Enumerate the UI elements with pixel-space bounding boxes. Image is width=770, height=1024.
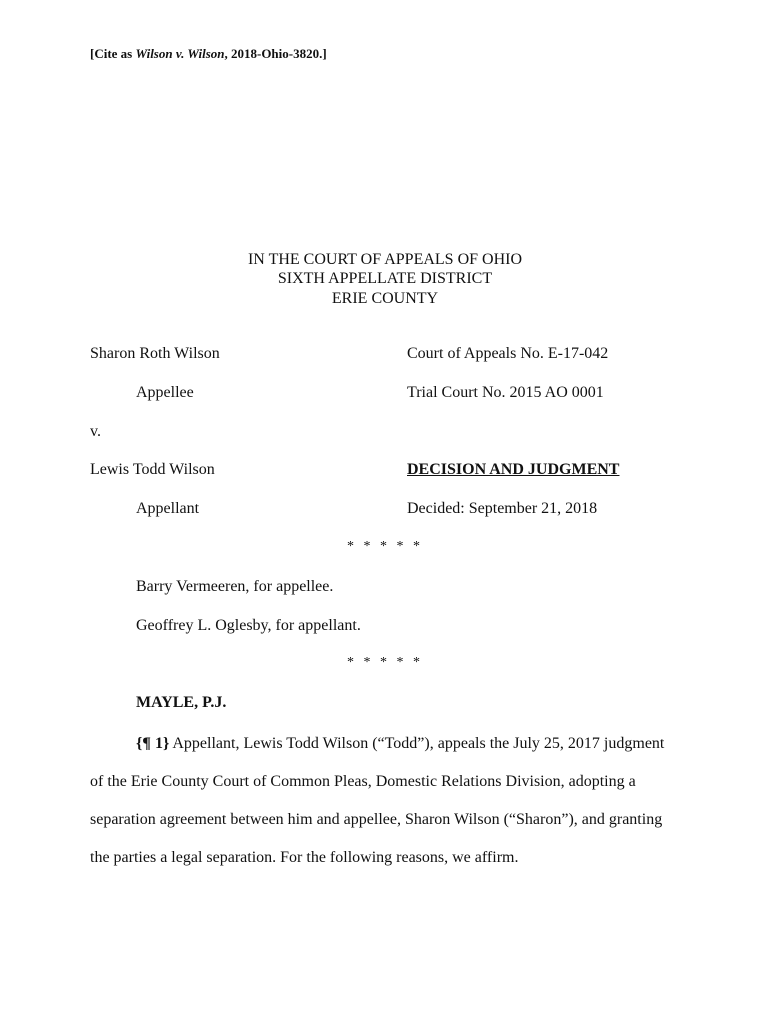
counsel-appellee: Barry Vermeeren, for appellee.: [136, 578, 334, 595]
court-district: SIXTH APPELLATE DISTRICT: [277, 270, 493, 287]
citation-case-name: Wilson v. Wilson: [135, 46, 225, 61]
separator-stars: * * * * *: [347, 655, 423, 670]
separator-stars: * * * * *: [347, 539, 423, 554]
trial-case-number: Trial Court No. 2015 AO 0001: [407, 384, 604, 401]
versus-label: v.: [90, 423, 101, 440]
court-name: IN THE COURT OF APPEALS OF OHIO: [247, 251, 523, 268]
judge-name: MAYLE, P.J.: [136, 694, 227, 711]
paragraph-marker: {¶ 1}: [136, 735, 170, 752]
party2-name: Lewis Todd Wilson: [90, 461, 215, 478]
appeals-case-number: Court of Appeals No. E-17-042: [407, 345, 609, 362]
opinion-paragraph-1: [90, 725, 680, 877]
party1-role: Appellee: [136, 384, 194, 401]
court-county: ERIE COUNTY: [331, 290, 439, 307]
decided-date: Decided: September 21, 2018: [407, 500, 598, 517]
counsel-appellant: Geoffrey L. Oglesby, for appellant.: [136, 617, 361, 634]
paragraph-text: Appellant, Lewis Todd Wilson (“Todd”), appeals the July 25, 2017 judgment of the Erie County Court of Common Pleas, Domestic Relations Division, adopting a separation agreement between him and appellee, Sharon Wilson (“Sharon”), and granting the parties a legal separation. For the following reasons, we affirm.: [90, 735, 665, 866]
decision-title: DECISION AND JUDGMENT: [407, 461, 620, 478]
party1-name: Sharon Roth Wilson: [90, 345, 220, 362]
party2-role: Appellant: [136, 500, 200, 517]
citation-header: [Cite as Wilson v. Wilson, 2018-Ohio-3820.]: [90, 46, 327, 61]
